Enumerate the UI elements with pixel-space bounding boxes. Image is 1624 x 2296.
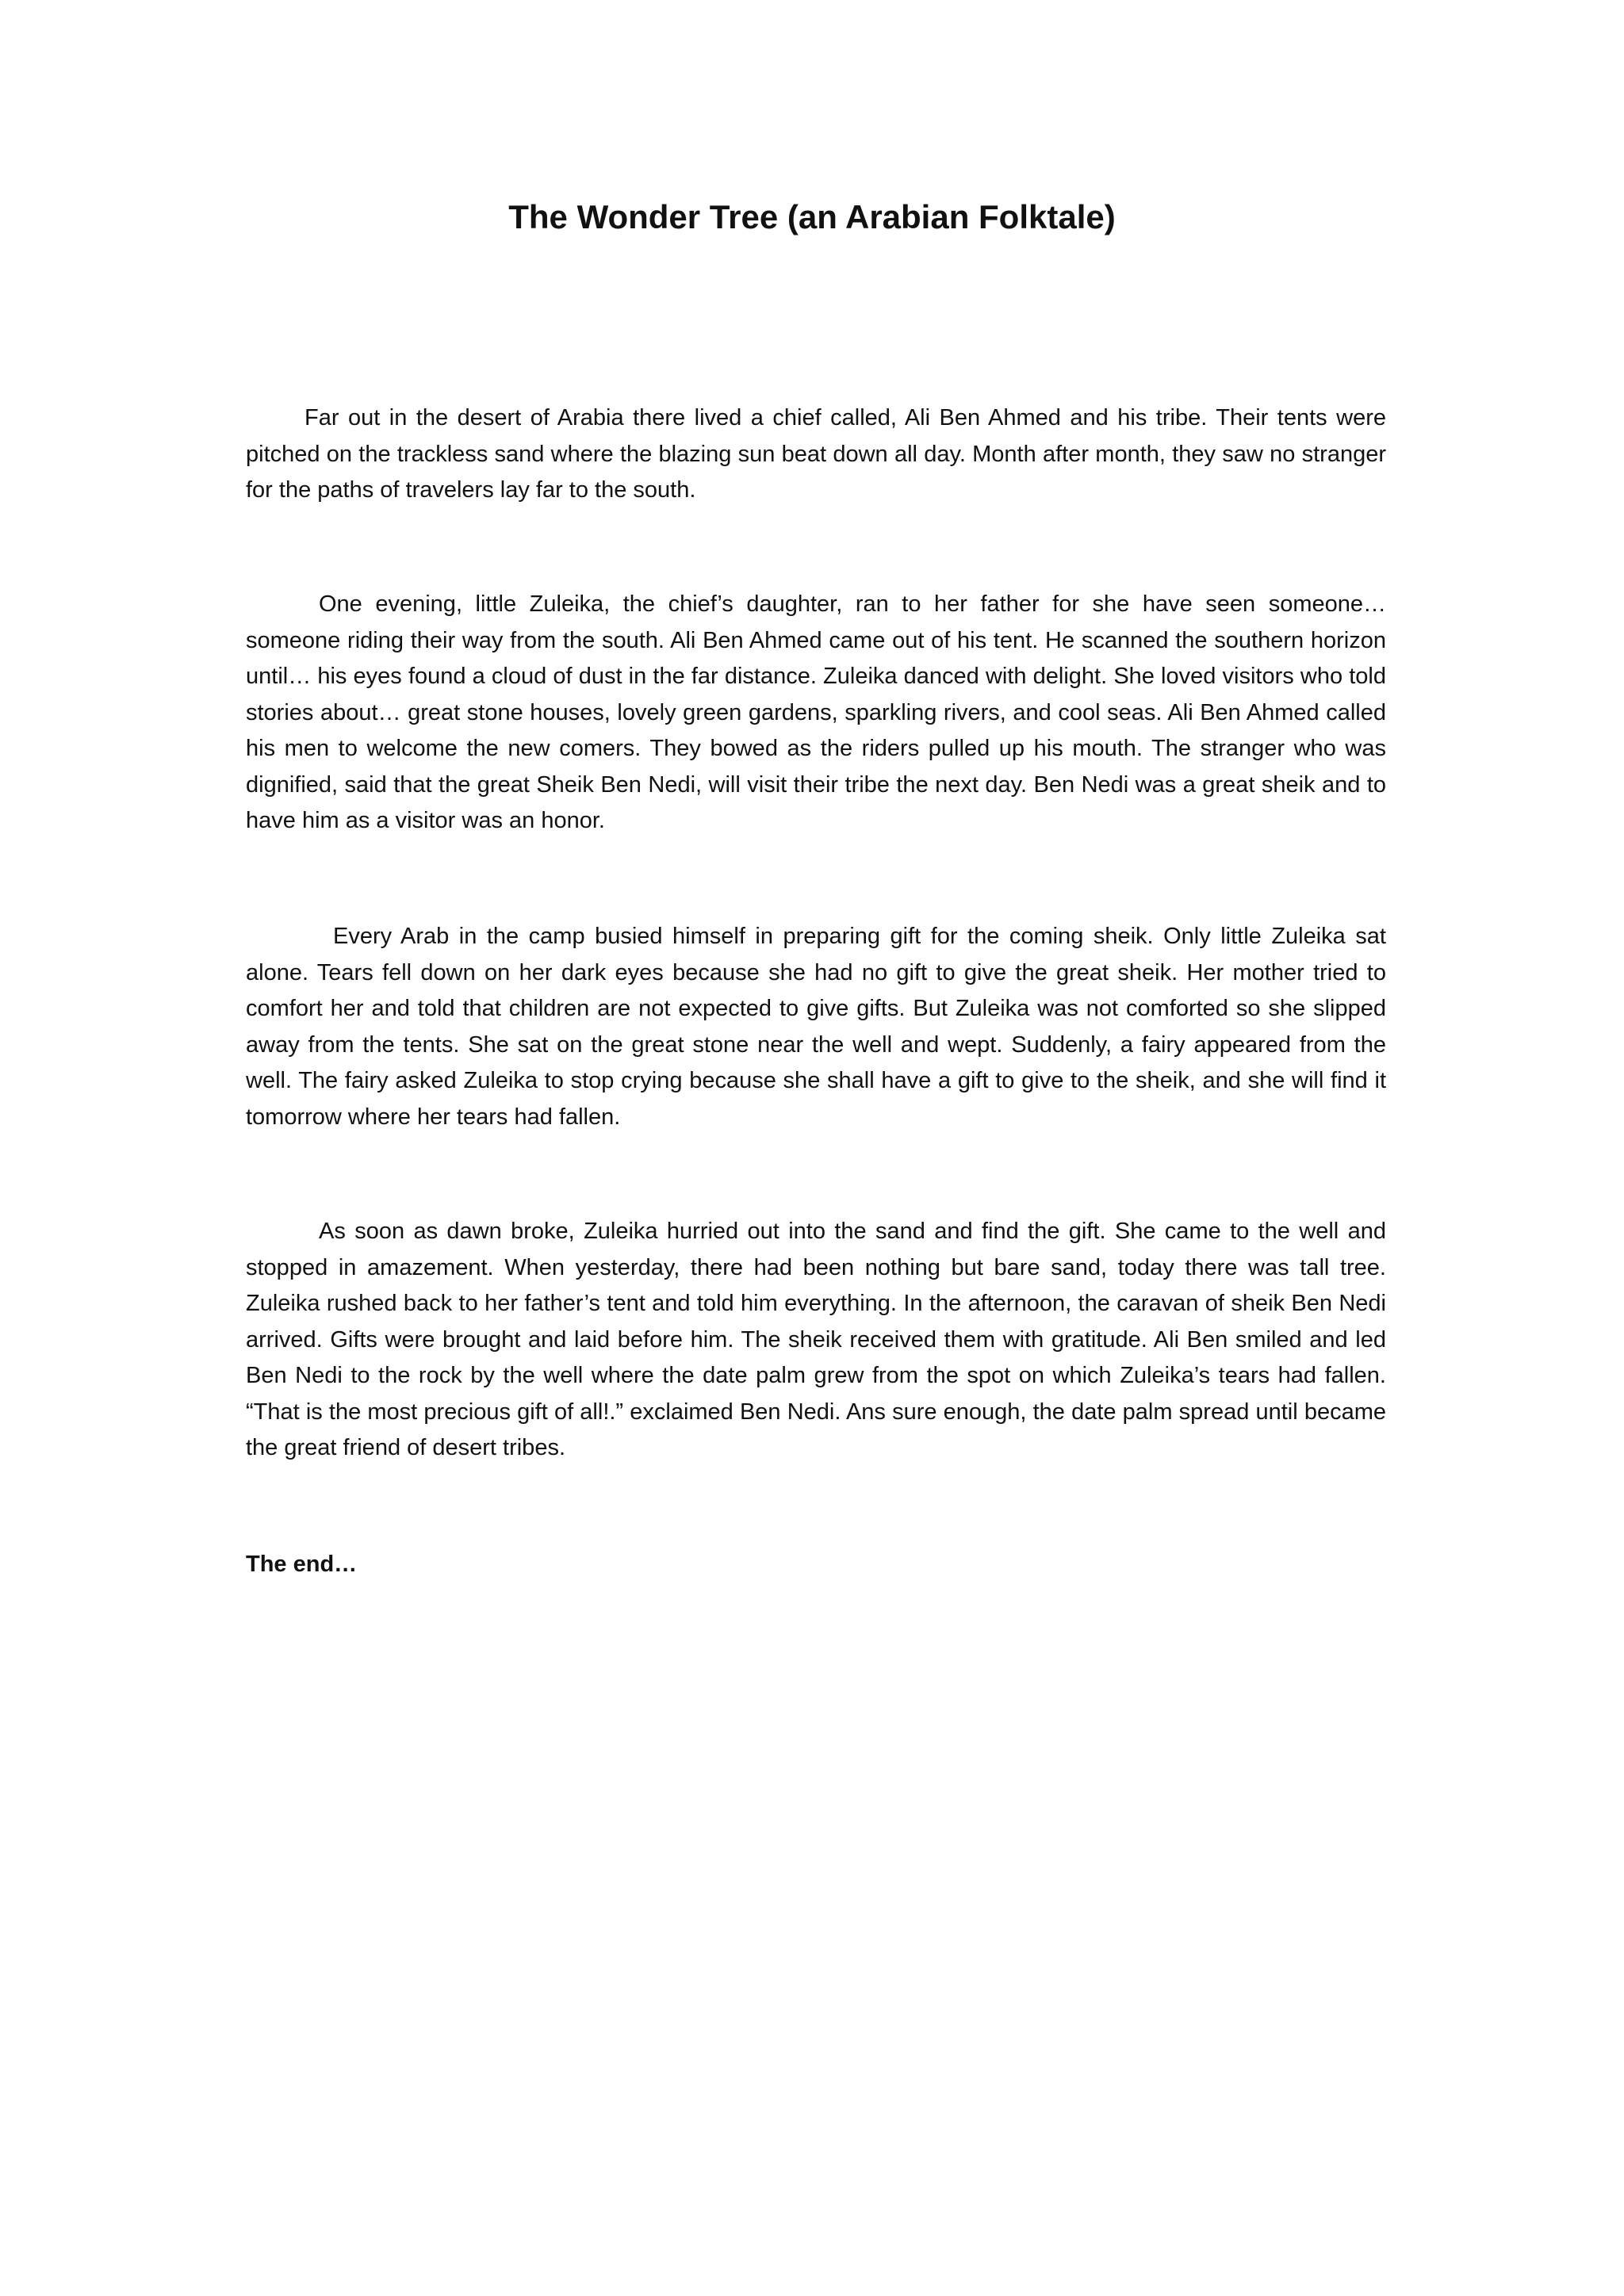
ending-text: The end…: [246, 1552, 358, 1577]
paragraph-1: Far out in the desert of Arabia there lived a chief called, Ali Ben Ahmed and his tribe. Their tents were pitched on the trackless sand where the blazing sun beat down all day. Month after month, they saw no stranger for the paths of travelers lay far to the south.: [246, 405, 1386, 503]
document-title: The Wonder Tree (an Arabian Folktale): [508, 198, 1116, 235]
paragraph-4: As soon as dawn broke, Zuleika hurried out into the sand and find the gift. She came to the well and stopped in amazement. When yesterday, there had been nothing but bare sand, today there was tall tree. Zuleika rushed back to her father’s tent and told him everything. In the afternoon, the caravan of sheik Ben Nedi arrived. Gifts were brought and laid before him. The sheik received them with gratitude. Ali Ben smiled and led Ben Nedi to the rock by the well where the date palm grew from the spot on which Zuleika’s tears had fallen. “That is the most precious gift of all!.” exclaimed Ben Nedi. Ans sure enough, the date palm spread until became the great friend of desert tribes.: [246, 1219, 1386, 1460]
paragraph-3: Every Arab in the camp busied himself in preparing gift for the coming sheik. Only little Zuleika sat alone. Tears fell down on her dark eyes because she had no gift to give the great sheik. Her mother tried to comfort her and told that children are not expected to give gifts. But Zuleika was not comforted so she slipped away from the tents. She sat on the great stone near the well and wept. Suddenly, a fairy appeared from the well. The fairy asked Zuleika to stop crying because she shall have a gift to give to the sheik, and she will find it tomorrow where her tears had fallen.: [246, 924, 1386, 1130]
paragraph-2: One evening, little Zuleika, the chief’s daughter, ran to her father for she have seen someone… someone riding their way from the south. Ali Ben Ahmed came out of his tent. He scanned the southern horizon until… his eyes found a cloud of dust in the far distance. Zuleika danced with delight. She loved visitors who told stories about… great stone houses, lovely green gardens, sparkling rivers, and cool seas. Ali Ben Ahmed called his men to welcome the new comers. They bowed as the riders pulled up his mouth. The stranger who was dignified, said that the great Sheik Ben Nedi, will visit their tribe the next day. Ben Nedi was a great sheik and to have him as a visitor was an honor.: [246, 591, 1386, 833]
